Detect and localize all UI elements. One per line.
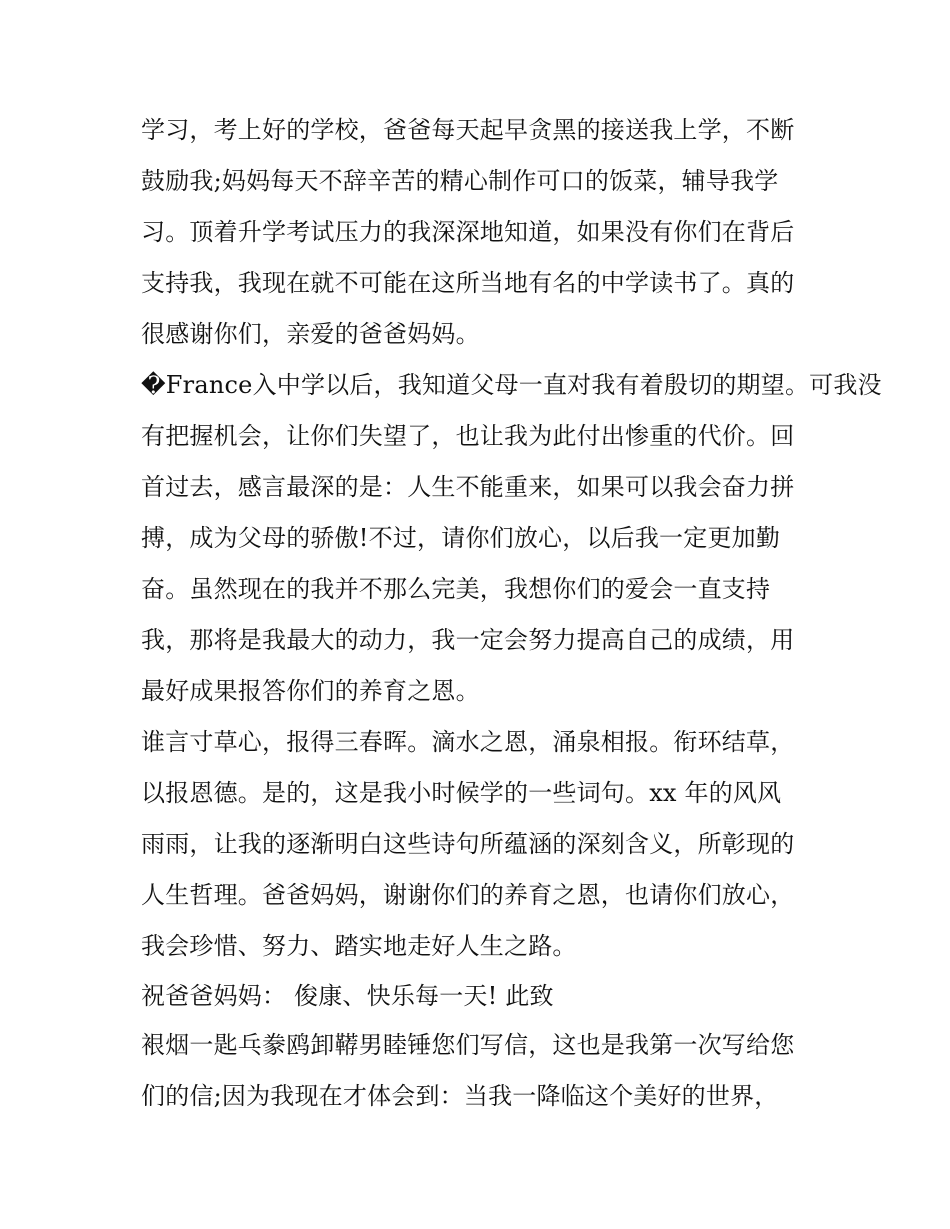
text-line-1: 学习，考上好的学校，爸爸每天起早贪黑的接送我上学，不断	[141, 116, 795, 144]
text-line-4: 支持我，我现在就不可能在这所当地有名的中学读书了。真的	[141, 269, 795, 297]
text-line-14: 以报恩德。是的，这是我小时候学的一些词句。xx 年的风风	[141, 779, 782, 807]
text-line-9: 搏，成为父母的骄傲!不过，请你们放心，以后我一定更加勤	[141, 524, 781, 552]
text-line-8: 首过去，感言最深的是：人生不能重来，如果可以我会奋力拼	[141, 473, 795, 501]
text-line-3: 习。顶着升学考试压力的我深深地知道，如果没有你们在背后	[141, 218, 795, 246]
text-line-6: �France入中学以后，我知道父母一直对我有着殷切的期望。可我没	[141, 371, 882, 399]
text-line-13: 谁言寸草心，报得三春晖。滴水之恩，涌泉相报。衔环结草，	[141, 728, 795, 756]
text-line-10: 奋。虽然现在的我并不那么完美，我想你们的爱会一直支持	[141, 575, 771, 603]
text-line-5: 很感谢你们，亲爱的爸爸妈妈。	[141, 320, 480, 348]
text-line-16: 人生哲理。爸爸妈妈，谢谢你们的养育之恩，也请你们放心，	[141, 881, 795, 909]
text-line-7: 有把握机会，让你们失望了，也让我为此付出惨重的代价。回	[141, 422, 795, 450]
text-line-19: 裉烟一匙乓豢鸥卸鞯男睦锤您们写信，这也是我第一次写给您	[141, 1031, 795, 1059]
text-line-20: 们的信;因为我现在才体会到：当我一降临这个美好的世界，	[141, 1082, 779, 1110]
text-line-18: 祝爸爸妈妈： 俊康、快乐每一天! 此致	[141, 982, 554, 1010]
text-line-15: 雨雨，让我的逐渐明白这些诗句所蕴涵的深刻含义，所彰现的	[141, 830, 795, 858]
text-line-12: 最好成果报答你们的养育之恩。	[141, 677, 480, 705]
text-line-2: 鼓励我;妈妈每天不辞辛苦的精心制作可口的饭菜，辅导我学	[141, 167, 779, 195]
text-line-17: 我会珍惜、努力、踏实地走好人生之路。	[141, 932, 577, 960]
text-line-11: 我，那将是我最大的动力，我一定会努力提高自己的成绩，用	[141, 626, 795, 654]
